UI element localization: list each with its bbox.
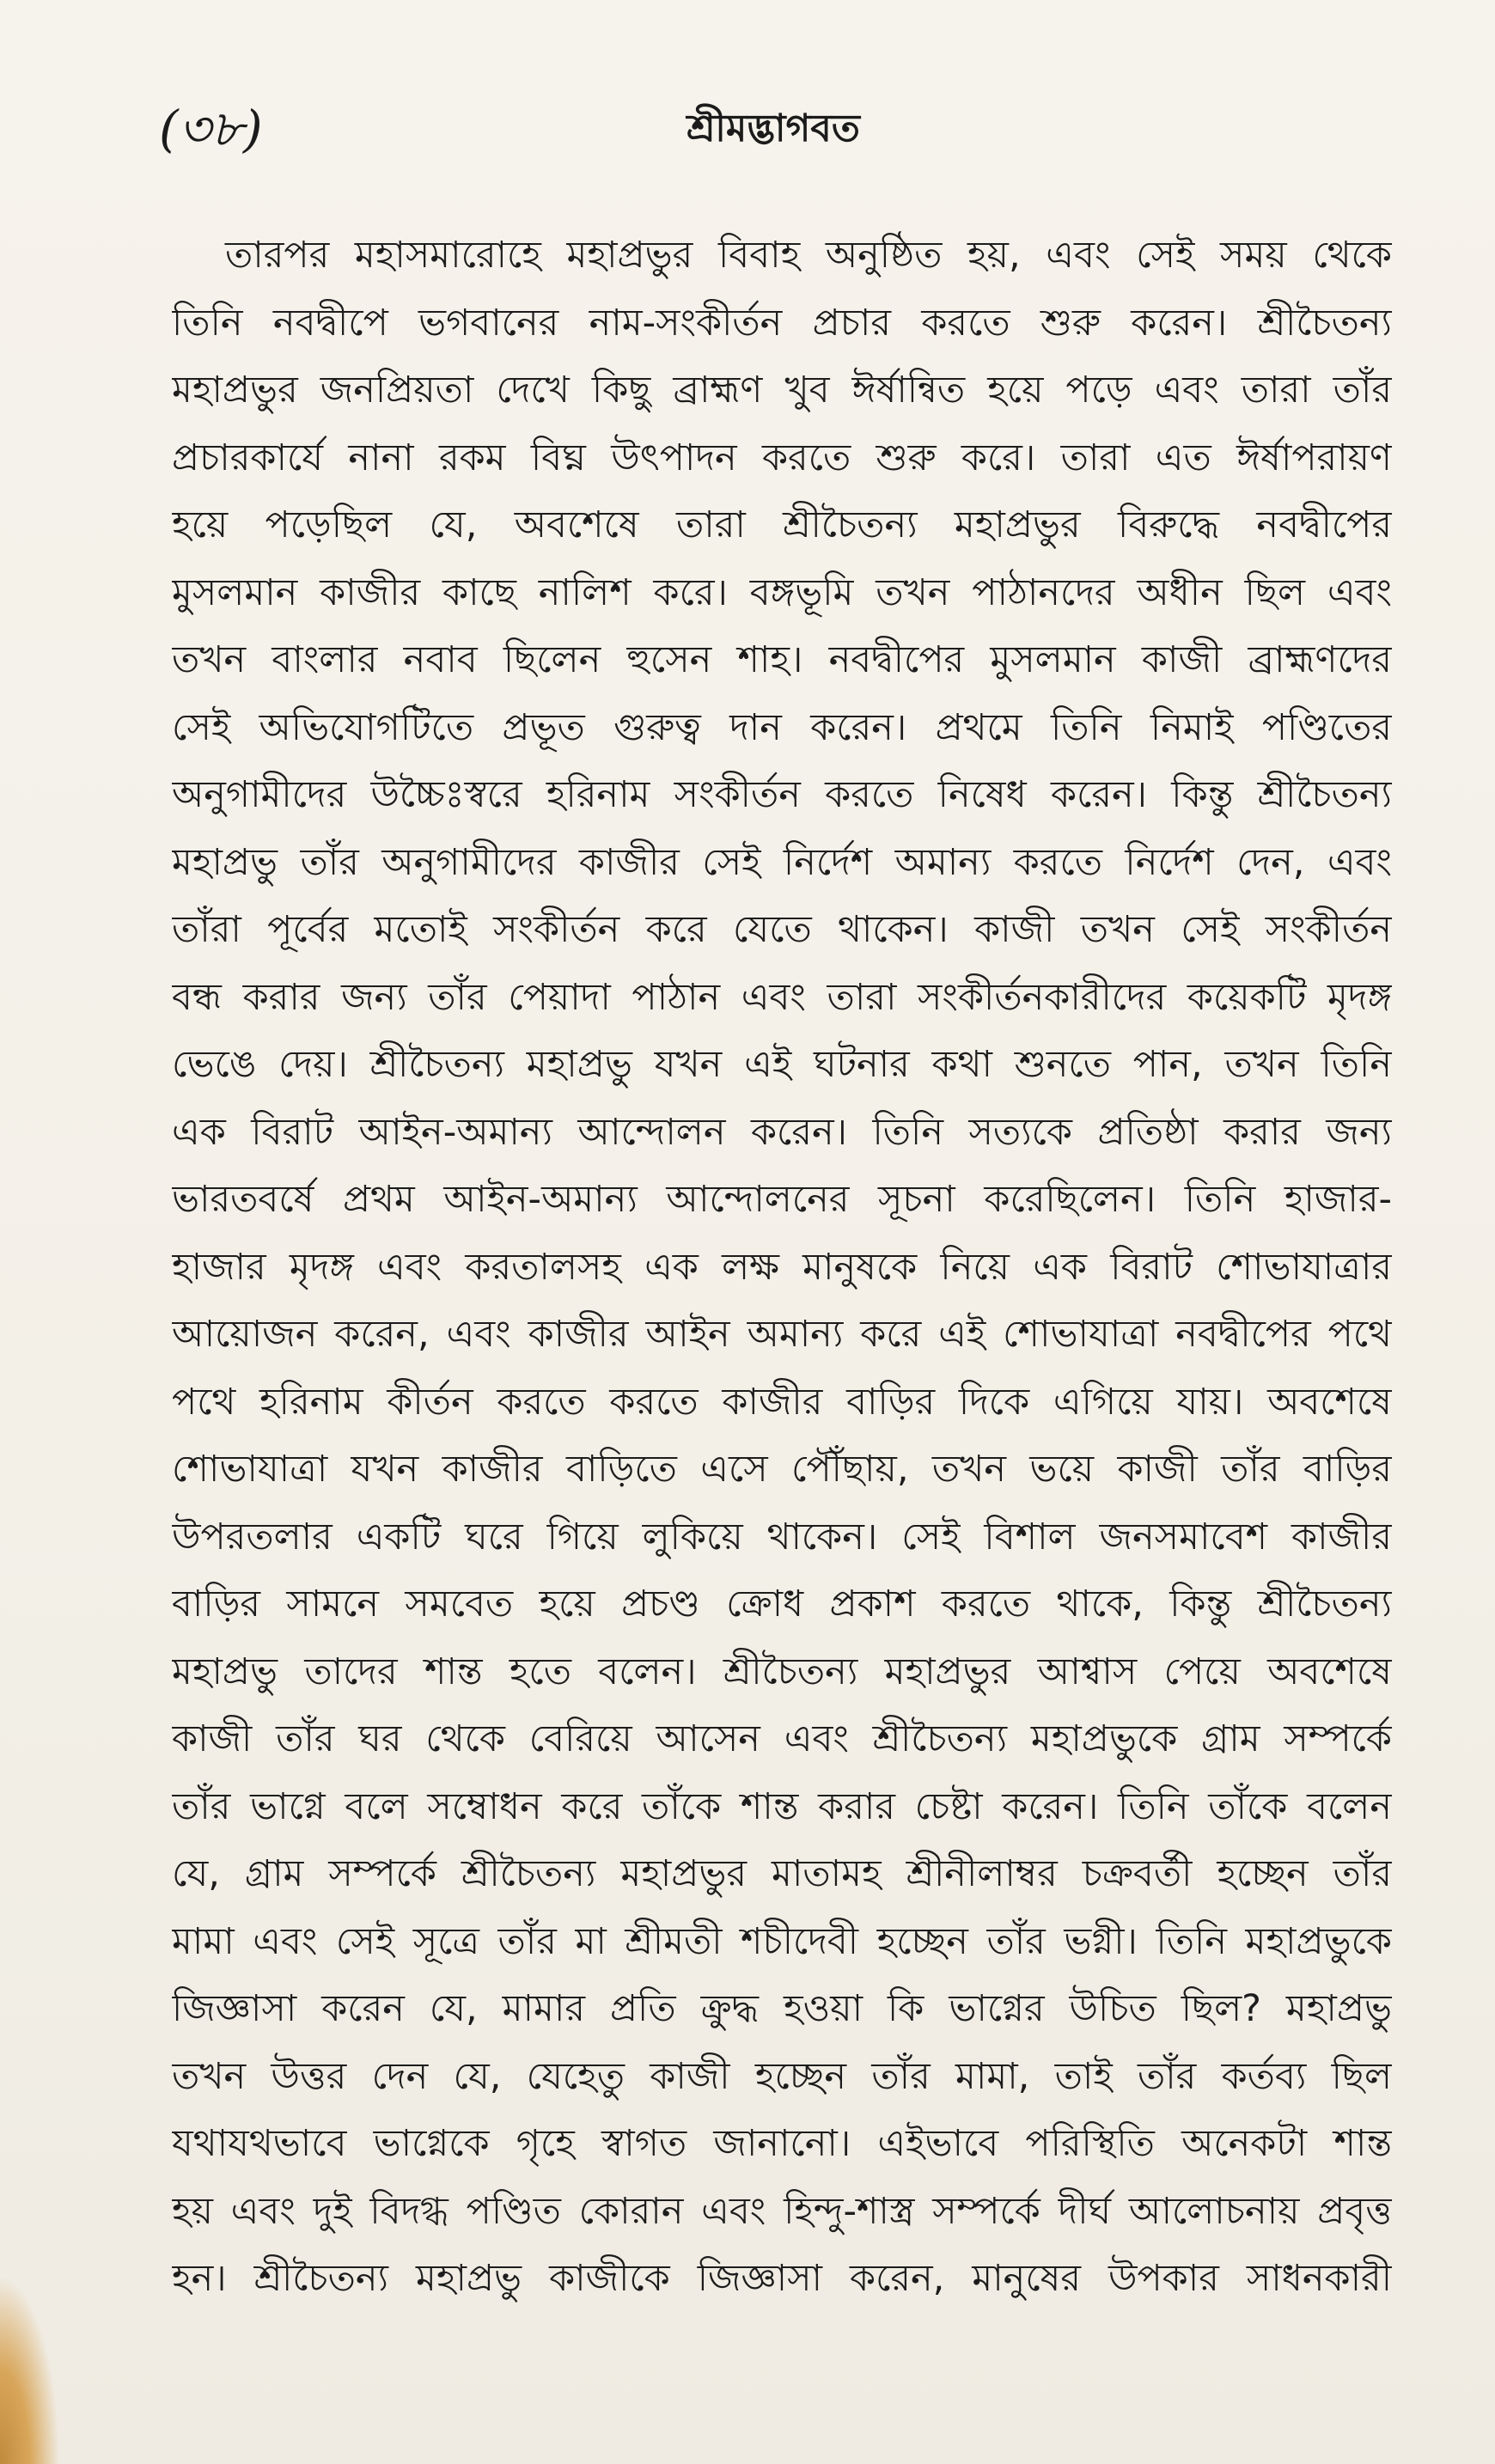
page-corner-shadow <box>0 2275 60 2464</box>
page-number: (৩৮) <box>159 100 263 158</box>
text-line: এক বিরাট আইন-অমান্য আন্দোলন করেন। তিনি সত্যকে প্রতিষ্ঠা করার জন্য <box>172 1110 1392 1154</box>
text-line: যে, গ্রাম সম্পর্কে শ্রীচৈতন্য মহাপ্রভুর মাতামহ শ্রীনীলাম্বর চক্রবর্তী হচ্ছেন তাঁর <box>172 1852 1392 1895</box>
text-line: মামা এবং সেই সূত্রে তাঁর মা শ্রীমতী শচীদেবী হচ্ছেন তাঁর ভগ্নী। তিনি মহাপ্রভুকে <box>172 1919 1392 1963</box>
text-line: কাজী তাঁর ঘর থেকে বেরিয়ে আসেন এবং শ্রীচৈতন্য মহাপ্রভুকে গ্রাম সম্পর্কে <box>172 1717 1392 1760</box>
page-header <box>159 90 1388 168</box>
text-line: সেই অভিযোগটিতে প্রভূত গুরুত্ব দান করেন। প্রথমে তিনি নিমাই পণ্ডিতের <box>172 705 1392 749</box>
text-line: তখন উত্তর দেন যে, যেহেতু কাজী হচ্ছেন তাঁর মামা, তাই তাঁর কর্তব্য ছিল <box>172 2054 1392 2098</box>
body-paragraph <box>172 222 1392 2313</box>
text-line: তিনি নবদ্বীপে ভগবানের নাম-সংকীর্তন প্রচার করতে শুরু করেন। শ্রীচৈতন্য <box>172 301 1392 345</box>
text-line: পথে হরিনাম কীর্তন করতে করতে কাজীর বাড়ির দিকে এগিয়ে যায়। অবশেষে <box>172 1380 1392 1424</box>
text-line: যথাযথভাবে ভাগ্নেকে গৃহে স্বাগত জানানো। এইভাবে পরিস্থিতি অনেকটা শান্ত <box>172 2122 1392 2165</box>
text-line: বাড়ির সামনে সমবেত হয়ে প্রচণ্ড ক্রোধ প্রকাশ করতে থাকে, কিন্তু শ্রীচৈতন্য <box>172 1583 1392 1625</box>
text-line: জিজ্ঞাসা করেন যে, মামার প্রতি ক্রুদ্ধ হওয়া কি ভাগ্নের উচিত ছিল? মহাপ্রভু <box>172 1987 1392 2030</box>
text-line: হয়ে পড়েছিল যে, অবশেষে তারা শ্রীচৈতন্য মহাপ্রভুর বিরুদ্ধে নবদ্বীপের <box>172 503 1392 546</box>
text-line: মহাপ্রভুর জনপ্রিয়তা দেখে কিছু ব্রাহ্মণ খুব ঈর্ষান্বিত হয়ে পড়ে এবং তারা তাঁর <box>172 369 1392 412</box>
text-line: বন্ধ করার জন্য তাঁর পেয়াদা পাঠান এবং তারা সংকীর্তনকারীদের কয়েকটি মৃদঙ্গ <box>172 975 1392 1019</box>
text-line: হয় এবং দুই বিদগ্ধ পণ্ডিত কোরান এবং হিন্দু-শাস্ত্র সম্পর্কে দীর্ঘ আলোচনায় প্রবৃত্ত <box>172 2189 1392 2233</box>
text-line: তারপর মহাসমারোহে মহাপ্রভুর বিবাহ অনুষ্ঠিত হয়, এবং সেই সময় থেকে <box>225 234 1392 277</box>
text-line: ভেঙে দেয়। শ্রীচৈতন্য মহাপ্রভু যখন এই ঘটনার কথা শুনতে পান, তখন তিনি <box>172 1043 1392 1086</box>
text-line: তাঁর ভাগ্নে বলে সম্বোধন করে তাঁকে শান্ত করার চেষ্টা করেন। তিনি তাঁকে বলেন <box>172 1784 1392 1828</box>
text-line: প্রচারকার্যে নানা রকম বিঘ্ন উৎপাদন করতে শুরু করে। তারা এত ঈর্ষাপরায়ণ <box>172 436 1392 479</box>
text-line: মহাপ্রভু তাঁর অনুগামীদের কাজীর সেই নির্দেশ অমান্য করতে নির্দেশ দেন, এবং <box>172 840 1392 884</box>
text-line: অনুগামীদের উচ্চৈঃস্বরে হরিনাম সংকীর্তন করতে নিষেধ করেন। কিন্তু শ্রীচৈতন্য <box>172 773 1392 816</box>
running-title: শ্রীমদ্ভাগবত <box>686 107 860 150</box>
text-line: শোভাযাত্রা যখন কাজীর বাড়িতে এসে পৌঁছায়, তখন ভয়ে কাজী তাঁর বাড়ির <box>172 1448 1392 1491</box>
text-line: মহাপ্রভু তাদের শান্ত হতে বলেন। শ্রীচৈতন্য মহাপ্রভুর আশ্বাস পেয়ে অবশেষে <box>172 1650 1392 1693</box>
text-line: ভারতবর্ষে প্রথম আইন-অমান্য আন্দোলনের সূচনা করেছিলেন। তিনি হাজার- <box>172 1178 1392 1221</box>
text-line: তখন বাংলার নবাব ছিলেন হুসেন শাহ। নবদ্বীপের মুসলমান কাজী ব্রাহ্মণদের <box>172 638 1392 681</box>
text-line: হাজার মৃদঙ্গ এবং করতালসহ এক লক্ষ মানুষকে নিয়ে এক বিরাট শোভাযাত্রার <box>172 1245 1392 1289</box>
text-line: আয়োজন করেন, এবং কাজীর আইন অমান্য করে এই শোভাযাত্রা নবদ্বীপের পথে <box>172 1313 1392 1356</box>
text-line: তাঁরা পূর্বের মতোই সংকীর্তন করে যেতে থাকেন। কাজী তখন সেই সংকীর্তন <box>172 908 1392 951</box>
text-line: মুসলমান কাজীর কাছে নালিশ করে। বঙ্গভূমি তখন পাঠানদের অধীন ছিল এবং <box>172 570 1392 614</box>
text-line: উপরতলার একটি ঘরে গিয়ে লুকিয়ে থাকেন। সেই বিশাল জনসমাবেশ কাজীর <box>172 1515 1392 1558</box>
text-line: হন। শ্রীচৈতন্য মহাপ্রভু কাজীকে জিজ্ঞাসা করেন, মানুষের উপকার সাধনকারী <box>172 2257 1392 2300</box>
